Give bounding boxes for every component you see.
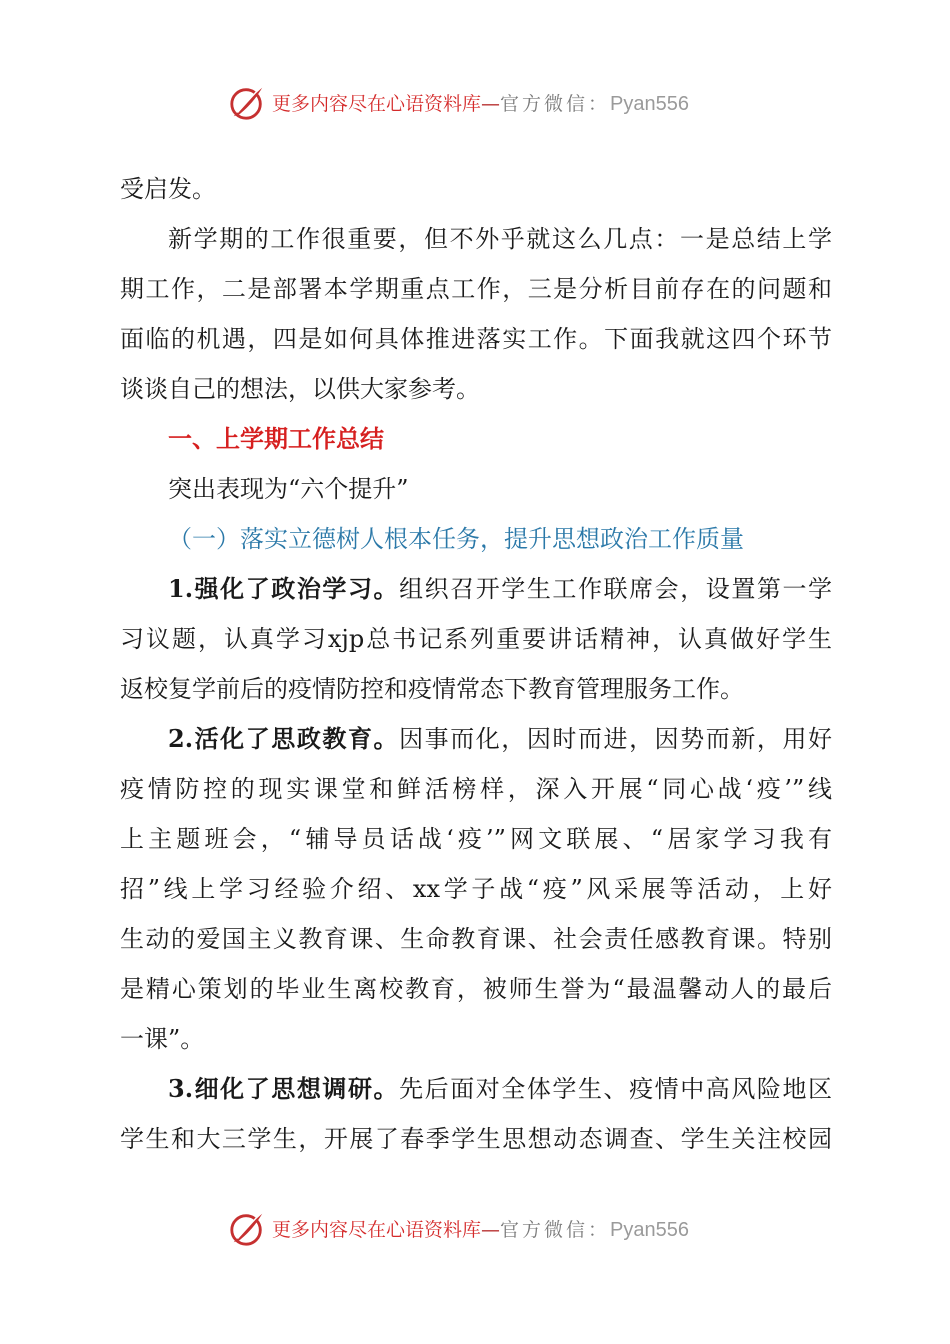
paragraph-first-line bbox=[120, 1064, 832, 1114]
text-line: 生动的爱国主义教育课、生命教育课、社会责任感教育课。特别 bbox=[120, 925, 832, 953]
watermark-brand: 更多内容尽在心语资料库 bbox=[272, 1219, 482, 1241]
text-line: 学生和大三学生，开展了春季学生思想动态调查、学生关注校园 bbox=[120, 1125, 832, 1153]
item-heading: 1.强化了政治学习。 bbox=[168, 574, 400, 603]
text-line: 返校复学前后的疫情防控和疫情常态下教育管理服务工作。 bbox=[120, 675, 744, 703]
paragraph-first-line bbox=[120, 714, 832, 764]
watermark-text bbox=[272, 1216, 689, 1244]
watermark-separator: — bbox=[481, 1219, 501, 1241]
text-line: 是精心策划的毕业生离校教育，被师生誉为“最温馨动人的最后 bbox=[120, 975, 832, 1003]
item-heading: 2.活化了思政教育。 bbox=[168, 724, 400, 753]
text-line: 一课”。 bbox=[120, 1025, 205, 1053]
text-line: 突出表现为“六个提升” bbox=[168, 475, 409, 503]
item-text: 因事而化，因时而进，因势而新，用好 bbox=[399, 725, 832, 753]
watermark-id: Pyan556 bbox=[610, 93, 689, 115]
item-text: 先后面对全体学生、疫情中高风险地区 bbox=[399, 1075, 832, 1103]
text-line: 招”线上学习经验介绍、xx学子战“疫”风采展等活动，上好 bbox=[120, 875, 832, 903]
text-line: 新学期的工作很重要，但不外乎就这么几点：一是总结上学 bbox=[168, 225, 832, 253]
header-watermark bbox=[0, 82, 950, 126]
watermark-id: Pyan556 bbox=[610, 1219, 689, 1241]
document-body bbox=[120, 164, 832, 1164]
watermark-text bbox=[272, 90, 689, 118]
text-line: 受启发。 bbox=[120, 175, 216, 203]
text-line: 疫情防控的现实课堂和鲜活榜样，深入开展“同心战‘疫’”线 bbox=[120, 775, 832, 803]
watermark-label: 官方微信： bbox=[500, 1219, 611, 1241]
text-line: 谈谈自己的想法，以供大家参考。 bbox=[120, 375, 480, 403]
text-line: 期工作，二是部署本学期重点工作，三是分析目前存在的问题和 bbox=[120, 275, 832, 303]
section-heading: 一、上学期工作总结 bbox=[168, 425, 384, 453]
subsection-heading: （一）落实立德树人根本任务，提升思想政治工作质量 bbox=[168, 525, 744, 553]
item-text: 组织召开学生工作联席会，设置第一学 bbox=[399, 575, 832, 603]
watermark-separator: — bbox=[481, 93, 501, 115]
text-line: 面临的机遇，四是如何具体推进落实工作。下面我就这四个环节 bbox=[120, 325, 832, 353]
paragraph-first-line bbox=[120, 564, 832, 614]
watermark-brand: 更多内容尽在心语资料库 bbox=[272, 93, 482, 115]
footer-watermark bbox=[0, 1208, 950, 1252]
quill-logo-icon bbox=[228, 84, 266, 122]
item-heading: 3.细化了思想调研。 bbox=[168, 1074, 400, 1103]
text-line: 上主题班会，“辅导员话战‘疫’”网文联展、“居家学习我有 bbox=[120, 825, 832, 853]
quill-logo-icon bbox=[228, 1210, 266, 1248]
text-line: 习议题，认真学习xjp总书记系列重要讲话精神，认真做好学生 bbox=[120, 625, 832, 653]
watermark-label: 官方微信： bbox=[500, 93, 611, 115]
